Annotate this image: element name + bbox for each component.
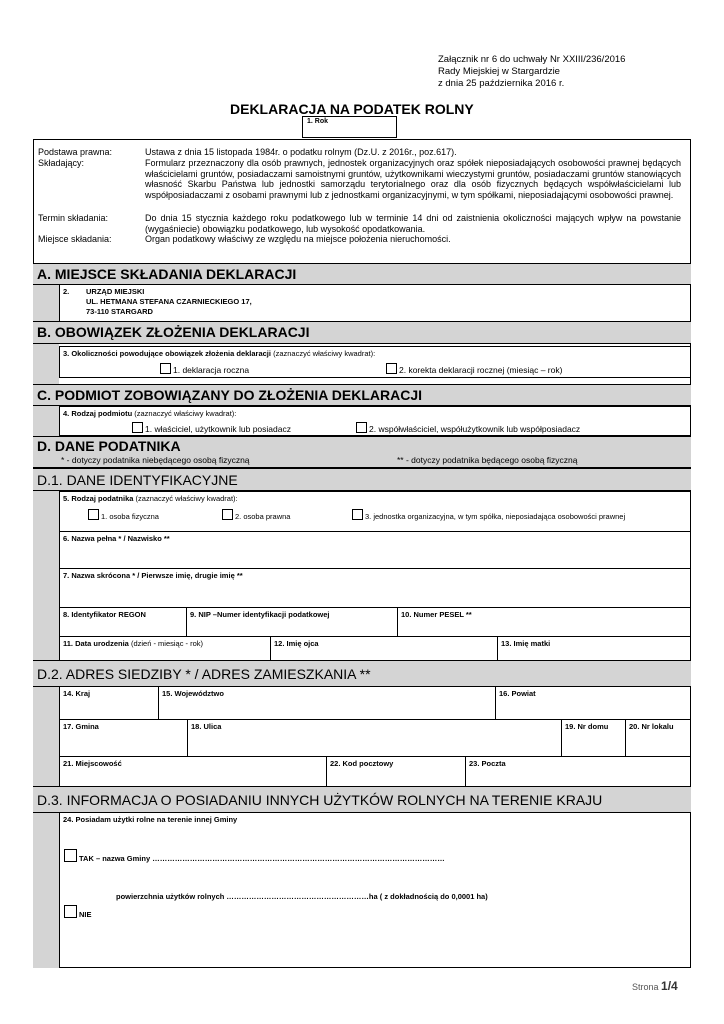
office-address-box: [59, 284, 691, 322]
checkbox[interactable]: [222, 509, 233, 520]
field-label: 8. Identyfikator REGON: [63, 610, 146, 619]
taxpayer-type-field: [59, 491, 691, 532]
obligation-label-text: 3. Okoliczności powodujące obowiązek złożenia deklaracji: [63, 349, 271, 358]
postal-code-field[interactable]: [326, 756, 466, 787]
checkbox[interactable]: [132, 422, 143, 433]
annex-line: Rady Miejskiej w Stargardzie: [438, 66, 560, 77]
field-label: 6. Nazwa pełna * / Nazwisko **: [63, 534, 170, 543]
section-a-title: A. MIEJSCE SKŁADANIA DEKLARACJI: [37, 266, 297, 282]
option-label: 2. współwłaściciel, współużytkownik lub współposiadacz: [369, 424, 581, 434]
section-d2-title: D.2. ADRES SIEDZIBY * / ADRES ZAMIESZKANIA **: [37, 666, 371, 682]
deadline-label: Termin składania:: [38, 213, 109, 223]
field-label: 7. Nazwa skrócona * / Pierwsze imię, drugie imię **: [63, 571, 243, 580]
field-label: 18. Ulica: [191, 722, 222, 731]
page-number: 1/4: [661, 979, 678, 993]
short-name-field[interactable]: [59, 568, 691, 608]
deadline-text: Do dnia 15 stycznia każdego roku podatkowego lub w terminie 14 dni od zaistnienia okoliczności mających wpływ na powstanie (wygaśniecie) obowiązku podatkowego, lub wysokość opodatkowania.: [145, 213, 681, 234]
checkbox[interactable]: [88, 509, 99, 520]
place-text: Organ podatkowy właściwy ze względu na miejsce położenia nieruchomości.: [145, 234, 451, 244]
document-title: DEKLARACJA NA PODATEK ROLNY: [230, 101, 474, 117]
field-label: 17. Gmina: [63, 722, 99, 731]
field-label: 20. Nr lokalu: [629, 722, 674, 731]
co-owner-option[interactable]: [356, 422, 580, 434]
pesel-field[interactable]: [397, 607, 691, 637]
field-label: 14. Kraj: [63, 689, 91, 698]
section-c-title: C. PODMIOT ZOBOWIĄZANY DO ZŁOŻENIA DEKLARACJI: [37, 387, 422, 403]
option-label: 2. osoba prawna: [235, 512, 291, 521]
field-label: 24. Posiadam użytki rolne na terenie innej Gminy: [63, 815, 238, 824]
checkbox[interactable]: [64, 905, 77, 918]
country-field[interactable]: [59, 686, 159, 720]
year-label: 1. Rok: [307, 118, 329, 125]
field-label: 19. Nr domu: [565, 722, 609, 731]
option-label: 2. korekta deklaracji rocznej (miesiąc – rok): [399, 365, 563, 375]
year-field[interactable]: [302, 116, 397, 138]
section-d-title: D. DANE PODATNIKA: [37, 438, 181, 454]
page-label: Strona: [632, 982, 659, 992]
filers-label: Składający:: [38, 158, 85, 168]
option-label: 1. właściciel, użytkownik lub posiadacz: [145, 424, 291, 434]
annex-line: Załącznik nr 6 do uchwały Nr XXIII/236/2016: [438, 54, 626, 65]
legal-person-option[interactable]: [222, 509, 290, 521]
option-label: 1. deklaracja roczna: [173, 365, 250, 375]
option-label: 1. osoba fizyczna: [101, 512, 159, 521]
office-name: URZĄD MIEJSKI: [86, 287, 145, 296]
organization-option[interactable]: [352, 509, 625, 521]
annex-line: z dnia 25 października 2016 r.: [438, 78, 565, 89]
office-street: UL. HETMANA STEFANA CZARNIECKIEGO 17,: [86, 297, 252, 306]
annex-note: [438, 54, 625, 90]
legal-basis-text: Ustawa z dnia 15 listopada 1984r. o podatku rolnym (Dz.U. z 2016r., poz.617).: [145, 147, 457, 157]
apartment-number-field[interactable]: [625, 719, 691, 757]
mother-name-field[interactable]: [497, 636, 691, 661]
voivodeship-field[interactable]: [158, 686, 496, 720]
yes-option[interactable]: [64, 849, 445, 863]
option-label: 3. jednostka organizacyjna, w tym spółka, nieposiadająca osobowości prawnej: [365, 512, 626, 521]
taxpayer-type-hint: (zaznaczyć właściwy kwadrat):: [135, 494, 238, 503]
section-d2-header: [33, 660, 691, 687]
section-d3-title: D.3. INFORMACJA O POSIADANIU INNYCH UŻYTKÓW ROLNYCH NA TERENIE KRAJU: [37, 792, 603, 808]
entity-type-hint: (zaznaczyć właściwy kwadrat):: [134, 409, 237, 418]
section-b-header: [33, 321, 691, 344]
place-label: Miejsce składania:: [38, 234, 112, 244]
checkbox[interactable]: [64, 849, 77, 862]
checkbox[interactable]: [352, 509, 363, 520]
area-line: powierzchnia użytków rolnych …………………………………………………ha ( z dokładnością do 0,0001 ha): [116, 892, 488, 901]
county-field[interactable]: [495, 686, 691, 720]
section-d-header: [33, 436, 691, 468]
field-label: 21. Miejscowość: [63, 759, 122, 768]
entity-type-label: [63, 409, 236, 418]
post-office-field[interactable]: [465, 756, 691, 787]
obligation-field: [59, 346, 691, 378]
taxpayer-type-label: [63, 494, 238, 503]
field-label: 13. Imię matki: [501, 639, 551, 648]
field-label: 12. Imię ojca: [274, 639, 319, 648]
section-b-title: B. OBOWIĄZEK ZŁOŻENIA DEKLARACJI: [37, 324, 310, 340]
note-natural-person: ** - dotyczy podatnika będącego osobą fizyczną: [397, 455, 578, 465]
birth-date-field[interactable]: [59, 636, 271, 661]
note-legal-entity: * - dotyczy podatnika niebędącego osobą fizyczną: [61, 455, 250, 465]
street-field[interactable]: [187, 719, 562, 757]
house-number-field[interactable]: [561, 719, 626, 757]
page-footer: [632, 979, 678, 993]
field-hint: (dzień - miesiąc - rok): [130, 639, 204, 648]
field-label: 22. Kod pocztowy: [330, 759, 394, 768]
obligation-hint: (zaznaczyć właściwy kwadrat):: [273, 349, 376, 358]
field-label-text: 11. Data urodzenia: [63, 639, 129, 648]
entity-type-label-text: 4. Rodzaj podmiotu: [63, 409, 133, 418]
office-number: 2.: [63, 287, 70, 296]
correction-option[interactable]: [386, 363, 562, 375]
entity-type-field: [59, 406, 691, 436]
section-d1-title: D.1. DANE IDENTYFIKACYJNE: [37, 472, 238, 488]
field-label: 23. Poczta: [469, 759, 506, 768]
natural-person-option[interactable]: [88, 509, 159, 521]
taxpayer-type-label-text: 5. Rodzaj podatnika: [63, 494, 134, 503]
section-c-header: [33, 384, 691, 406]
father-name-field[interactable]: [270, 636, 498, 661]
other-land-field: [59, 812, 691, 968]
commune-field[interactable]: [59, 719, 188, 757]
section-d3-header: [33, 786, 691, 813]
owner-option[interactable]: [132, 422, 291, 434]
field-label: 9. NIP –Numer identyfikacji podatkowej: [190, 610, 330, 619]
obligation-label: [63, 349, 375, 358]
field-label: 15. Województwo: [162, 689, 224, 698]
nip-field[interactable]: [186, 607, 398, 637]
field-label: [63, 639, 203, 648]
filers-text: Formularz przeznaczony dla osób prawnych, jednostek organizacyjnych oraz spółek nieposiadających osobowości prawnej będących właścicielami gruntów, posiadaczami samoistnymi gruntów, użytkownikami wieczystymi gruntów, posiadaczami gruntów stanowiących własność Skarbu Państwa lub jednostki samorządu terytorialnego oraz dla osób fizycznych będących współwłaścicielami lub współposiadaczami z osobami prawnymi lub z jednostkami organizacyjnymi, w tym spółkami, nieposiadającymi osobowości prawnej.: [145, 158, 681, 200]
locality-field[interactable]: [59, 756, 327, 787]
no-label: NIE: [79, 910, 92, 919]
field-label: 10. Numer PESEL **: [401, 610, 472, 619]
field-label: 16. Powiat: [499, 689, 536, 698]
yes-label: TAK – nazwa Gminy ………………………………………………………………………………………………………: [79, 854, 445, 863]
checkbox[interactable]: [356, 422, 367, 433]
legal-basis-label: Podstawa prawna:: [38, 147, 113, 157]
section-d1-header: [33, 468, 691, 491]
office-city: 73-110 STARGARD: [86, 307, 153, 316]
regon-field[interactable]: [59, 607, 187, 637]
no-option[interactable]: [64, 905, 92, 919]
checkbox[interactable]: [386, 363, 397, 374]
checkbox[interactable]: [160, 363, 171, 374]
annual-declaration-option[interactable]: [160, 363, 249, 375]
full-name-field[interactable]: [59, 531, 691, 569]
section-a-header: [33, 263, 691, 285]
